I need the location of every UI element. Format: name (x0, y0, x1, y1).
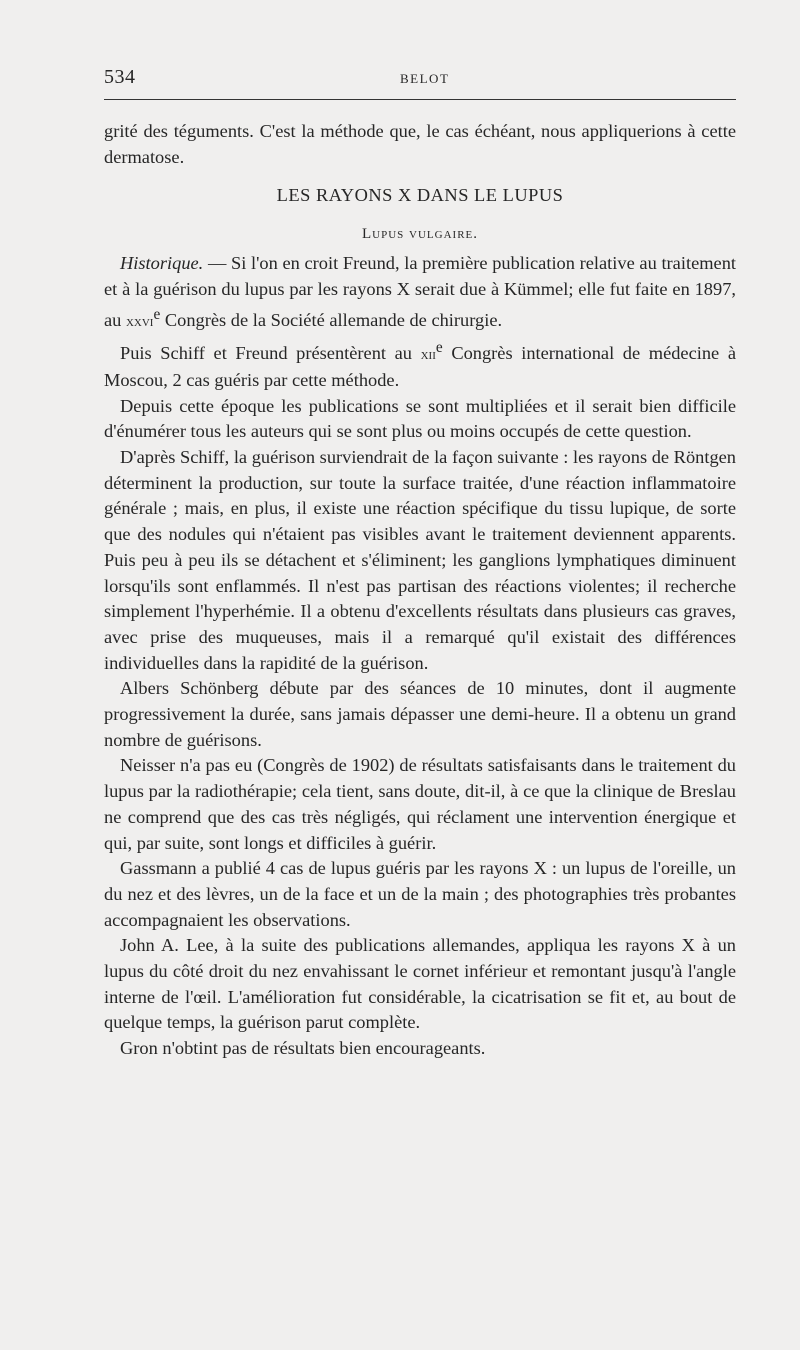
paragraph-text: Congrès international de médecine à Moscou, 2 cas guéris par cette méthode. (104, 343, 737, 390)
body-text (104, 119, 736, 1062)
roman-numeral: xxvi (125, 313, 154, 331)
running-head: BELOT (400, 71, 450, 86)
paragraph-publications: Depuis cette époque les publications se sont multipliées et il serait bien difficile d'énumérer tous les auteurs qui se sont plus ou moins occupés de cette question. (104, 395, 736, 442)
paragraph-gron: Gron n'obtint pas de résultats bien encourageants. (120, 1038, 486, 1059)
roman-numeral: xii (420, 346, 436, 364)
page-header (104, 66, 736, 90)
paragraph-text: Congrès de la Société allemande de chirurgie. (160, 310, 503, 331)
section-title: LES RAYONS X DANS LE LUPUS (276, 185, 564, 206)
paragraph-gassmann: Gassmann a publié 4 cas de lupus guéris par les rayons X : un lupus de l'oreille, un du nez et des lèvres, un de la face et un de la main ; des photographies très probantes accompagnaient les observations. (104, 858, 736, 930)
subsection-title: Lupus vulgaire. (362, 226, 478, 243)
page-number: 534 (104, 66, 136, 88)
superscript: e (435, 339, 443, 357)
superscript: e (153, 306, 161, 324)
paragraph-neisser: Neisser n'a pas eu (Congrès de 1902) de résultats satisfaisants dans le traitement du lupus par la radiothérapie; cela tient, sans doute, dit-il, à ce que la clinique de Breslau ne comprend que des cas très négligés, qui réclament une intervention énergique et qui, par suite, sont longs et difficiles à guérir. (104, 755, 736, 853)
paragraph-schiff: D'après Schiff, la guérison surviendrait de la façon suivante : les rayons de Röntgen déterminent la production, sur toute la surface traitée, d'une réaction inflammatoire générale ; mais, en plus, il existe une réaction spécifique du tissu lupique, de sorte que des nodules qui n'étaient pas visibles avant le traitement deviennent apparents. Puis peu à peu ils se détachent et s'éliminent; les ganglions lymphatiques diminuent lorsqu'ils sont enflammés. Il n'est pas partisan des réactions violentes; il recherche simplement l'hyperhémie. Il a obtenu d'excellents résultats dans plusieurs cas graves, avec prise des muqueuses, mais il a remarqué qu'il existait des différences individuelles dans la rapidité de la guérison. (104, 446, 736, 673)
paragraph-lead: Historique. (120, 252, 204, 273)
paragraph-schiff-freund (104, 335, 736, 394)
paragraph-john-lee: John A. Lee, à la suite des publications allemandes, appliqua les rayons X à un lupus du côté droit du nez envahissant le cornet inférieur et remontant jusqu'à l'angle interne de l'œil. L'amélioration fut considérable, la cicatrisation se fit et, au bout de quelque temps, la guérison parut complète. (104, 935, 736, 1033)
paragraph-text: — Si l'on en croit Freund, la première publication relative au traitement et à la guérison du lupus par les rayons X serait due à Kümmel; elle fut faite en 1897, au (104, 252, 736, 331)
paragraph-text: Puis Schiff et Freund présentèrent au (120, 343, 421, 364)
paragraph-albers-schonberg: Albers Schönberg débute par des séances de 10 minutes, dont il augmente progressivement la durée, sans jamais dépasser une demi-heure. Il a obtenu un grand nombre de guérisons. (104, 678, 736, 750)
header-rule (104, 99, 736, 100)
paragraph-continuation: grité des téguments. C'est la méthode que, le cas échéant, nous appliquerions à cette dermatose. (104, 121, 736, 167)
paragraph-historique (104, 251, 736, 335)
